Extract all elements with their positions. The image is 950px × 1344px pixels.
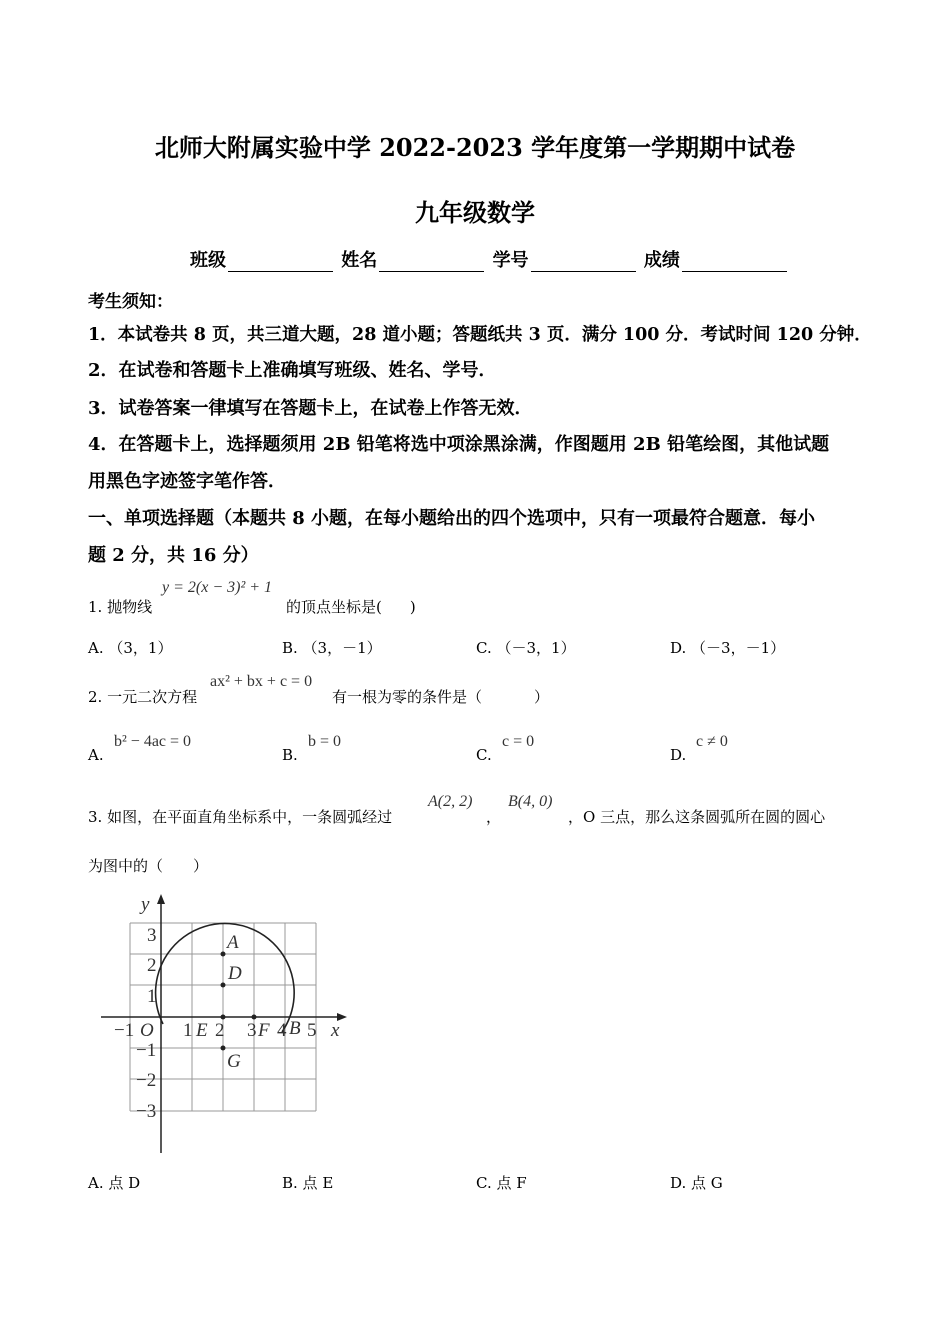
q1-option-c[interactable]: C. （－3，1） <box>476 639 576 657</box>
q1-formula: y = 2(x − 3)² + 1 <box>162 579 273 596</box>
q3-prefix: 3. 如图，在平面直角坐标系中，一条圆弧经过 <box>88 808 393 826</box>
x-tick-4: 4 <box>277 1020 287 1041</box>
y-tick-neg3: −3 <box>136 1101 157 1122</box>
y-axis-arrow <box>157 894 165 904</box>
point-f-dot <box>252 1015 257 1020</box>
notice-item-2: 2．在试卷和答题卡上准确填写班级、姓名、学号． <box>88 360 497 381</box>
x-tick-3: 3 <box>247 1020 257 1041</box>
point-b-label: B <box>289 1018 301 1039</box>
q3-point-a: A(2, 2) <box>428 793 473 810</box>
notice-item-1: 1．本试卷共 8 页，共三道大题，28 道小题；答题纸共 3 页．满分 100 分．考试时间 120 分钟． <box>88 325 872 345</box>
q1-option-d[interactable]: D. （－3，－1） <box>670 639 786 657</box>
q2-option-c-label[interactable]: C. <box>476 746 492 764</box>
question-1 <box>88 596 152 617</box>
student-info-fields <box>190 246 789 272</box>
notice-item-4: 4．在答题卡上，选择题须用 2B 铅笔将选中项涂黑涂满，作图题用 2B 铅笔绘图，其他试题 <box>88 434 830 455</box>
point-g-dot <box>221 1046 226 1051</box>
q1-option-b[interactable]: B. （3，－1） <box>282 639 382 657</box>
q2-option-b-formula[interactable]: b = 0 <box>308 733 342 750</box>
y-tick-2: 2 <box>147 955 157 976</box>
field-id-blank[interactable] <box>531 253 636 272</box>
point-d-label: D <box>228 963 242 984</box>
y-tick-neg1: −1 <box>136 1040 157 1061</box>
point-a-label: A <box>227 932 239 953</box>
q1-close: ) <box>409 598 416 616</box>
x-axis-label: x <box>331 1020 340 1041</box>
field-score-blank[interactable] <box>682 253 787 272</box>
origin-label: O <box>140 1020 154 1041</box>
point-g-label: G <box>227 1051 241 1072</box>
coordinate-figure <box>95 888 365 1160</box>
page-subtitle: 九年级数学 <box>415 198 535 227</box>
section-heading: 一、单项选择题（本题共 8 小题，在每小题给出的四个选项中，只有一项最符合题意．每小 <box>88 508 816 529</box>
q2-option-d-label[interactable]: D. <box>670 746 687 764</box>
section-heading-cont: 题 2 分，共 16 分） <box>88 545 259 566</box>
q2-option-a-label[interactable]: A. <box>88 746 104 764</box>
x-tick-1: 1 <box>183 1020 193 1041</box>
q2-close: ） <box>534 688 550 706</box>
q3-option-a[interactable]: A. 点 D <box>88 1174 141 1192</box>
q1-prefix: 1. 抛物线 <box>88 598 153 616</box>
y-tick-3: 3 <box>147 925 157 946</box>
q3-mid: ，O 三点，那么这条圆弧所在圆的圆心 <box>568 808 826 826</box>
field-id-label: 学号 <box>492 250 529 271</box>
y-axis-label: y <box>141 894 150 915</box>
q1-suffix <box>286 596 416 617</box>
y-tick-1: 1 <box>147 986 157 1007</box>
q2-suffix-text: 有一根为零的条件是（ <box>332 688 483 706</box>
point-e-label: E <box>196 1020 208 1041</box>
field-name-blank[interactable] <box>379 253 484 272</box>
q3-point-b: B(4, 0) <box>508 793 553 810</box>
point-f-label: F <box>258 1020 270 1041</box>
q2-option-c-formula[interactable]: c = 0 <box>502 733 535 750</box>
q2-option-b-label[interactable]: B. <box>282 746 298 764</box>
notice-item-3: 3．试卷答案一律填写在答题卡上，在试卷上作答无效． <box>88 398 533 419</box>
q3-comma: ， <box>486 808 502 826</box>
q2-prefix: 2. 一元二次方程 <box>88 688 198 706</box>
x-tick-5: 5 <box>307 1020 317 1041</box>
q2-suffix <box>332 686 549 707</box>
x-tick-2: 2 <box>215 1020 225 1041</box>
page-title: 北师大附属实验中学 2022-2023 学年度第一学期期中试卷 <box>154 133 796 162</box>
field-class-label: 班级 <box>190 250 226 271</box>
point-a-dot <box>221 952 226 957</box>
point-e-dot <box>221 1015 226 1020</box>
field-score-label: 成绩 <box>643 250 680 271</box>
q3-option-b[interactable]: B. 点 E <box>282 1174 334 1192</box>
q2-option-a-formula[interactable]: b² − 4ac = 0 <box>114 733 192 750</box>
notice-item-4-cont: 用黑色字迹签字笔作答． <box>88 471 286 492</box>
notice-heading: 考生须知： <box>88 292 173 312</box>
q2-formula: ax² + bx + c = 0 <box>210 673 313 690</box>
q2-option-d-formula[interactable]: c ≠ 0 <box>696 733 728 750</box>
y-tick-neg2: −2 <box>136 1070 157 1091</box>
q1-suffix-text: 的顶点坐标是( <box>286 598 382 616</box>
field-name-label: 姓名 <box>341 250 378 271</box>
x-tick-neg1: −1 <box>114 1020 135 1041</box>
q3-line2: 为图中的（ ） <box>88 857 209 875</box>
q3-option-c[interactable]: C. 点 F <box>476 1174 527 1192</box>
field-class-blank[interactable] <box>228 253 333 272</box>
q3-option-d[interactable]: D. 点 G <box>670 1174 723 1192</box>
q1-option-a[interactable]: A. （3，1） <box>88 639 173 657</box>
point-d-dot <box>221 983 226 988</box>
